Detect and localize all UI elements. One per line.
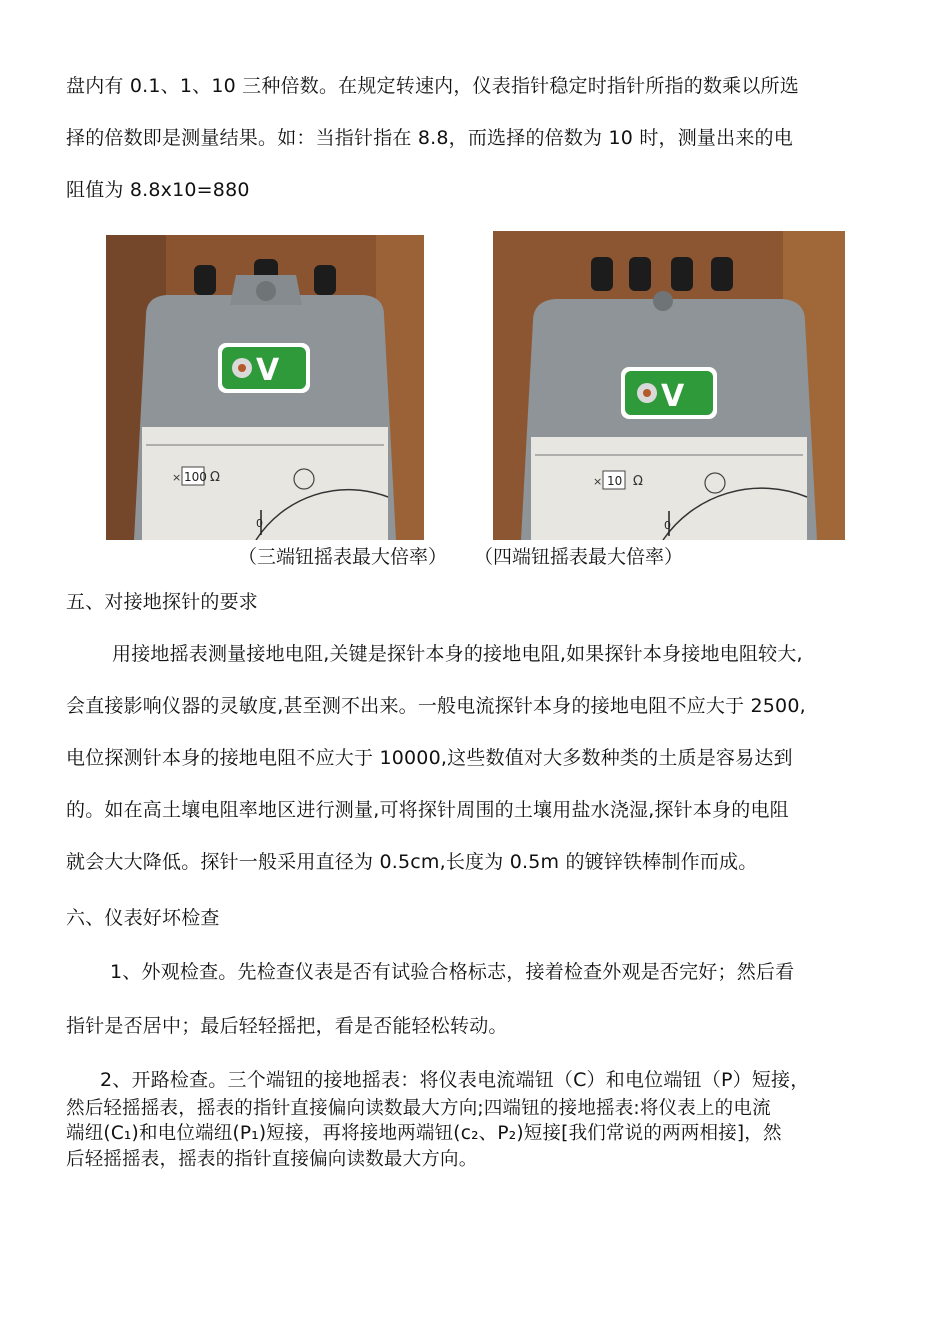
section6-item2-line-3: 端纽(C₁)和电位端纽(P₁)短接，再将接地两端钮(c₂、P₂)短接[我们常说的两两相接]，然: [66, 1123, 782, 1144]
section6-heading: 六、仪表好坏检查: [66, 907, 220, 929]
right-zero-label: 0: [664, 519, 671, 532]
four-terminal-caption: （四端钮摇表最大倍率）: [474, 546, 684, 568]
section6-item2-line-2: 然后轻摇摇表，摇表的指针直接偏向读数最大方向;四端钮的接地摇表:将仪表上的电流: [66, 1098, 771, 1119]
svg-text:×: ×: [172, 471, 182, 484]
left-zero-label: 0: [256, 517, 263, 530]
svg-text:V: V: [256, 353, 280, 388]
section6-item2-line-1: 2、开路检查。三个端钮的接地摇表：将仪表电流端钮（C）和电位端钮（P）短接，: [100, 1069, 810, 1091]
intro-line-3: 阻值为 8.8x10=880: [66, 179, 250, 201]
three-terminal-meter-illustration: [106, 235, 424, 540]
svg-text:×: ×: [593, 475, 603, 488]
section5-line-5: 就会大大降低。探针一般采用直径为 0.5cm,长度为 0.5m 的镀锌铁棒制作而成。: [66, 851, 758, 873]
three-terminal-caption: （三端钮摇表最大倍率）: [238, 546, 448, 568]
section5-line-3: 电位探测针本身的接地电阻不应大于 10000,这些数值对大多数种类的土质是容易达到: [66, 747, 793, 769]
section5-line-1: 用接地摇表测量接地电阻,关键是探针本身的接地电阻,如果探针本身接地电阻较大,: [112, 643, 803, 665]
section5-line-2: 会直接影响仪器的灵敏度,甚至测不出来。一般电流探针本身的接地电阻不应大于 2500,: [66, 695, 806, 717]
left-multiplier-value: 100: [184, 470, 207, 484]
section6-item1-line-2: 指针是否居中；最后轻轻摇把，看是否能轻松转动。: [66, 1015, 508, 1037]
three-terminal-meter-photo: [106, 235, 424, 540]
section5-line-4: 的。如在高土壤电阻率地区进行测量,可将探针周围的土壤用盐水浇湿,探针本身的电阻: [66, 799, 789, 821]
left-ohm-symbol: Ω: [210, 470, 220, 485]
four-terminal-meter-photo: [493, 231, 845, 540]
right-multiplier-value: 10: [607, 474, 623, 488]
section6-item2-line-4: 后轻摇摇表，摇表的指针直接偏向读数最大方向。: [66, 1149, 478, 1170]
four-terminal-meter-illustration: [493, 231, 845, 540]
section6-item1-line-1: 1、外观检查。先检查仪表是否有试验合格标志，接着检查外观是否完好；然后看: [110, 961, 795, 983]
intro-line-1: 盘内有 0.1、1、10 三种倍数。在规定转速内，仪表指针稳定时指针所指的数乘以所选: [66, 75, 799, 97]
section5-heading: 五、对接地探针的要求: [66, 591, 259, 613]
right-ohm-symbol: Ω: [633, 474, 643, 489]
intro-line-2: 择的倍数即是测量结果。如：当指针指在 8.8，而选择的倍数为 10 时，测量出来的电: [66, 127, 793, 149]
svg-text:V: V: [661, 379, 685, 414]
